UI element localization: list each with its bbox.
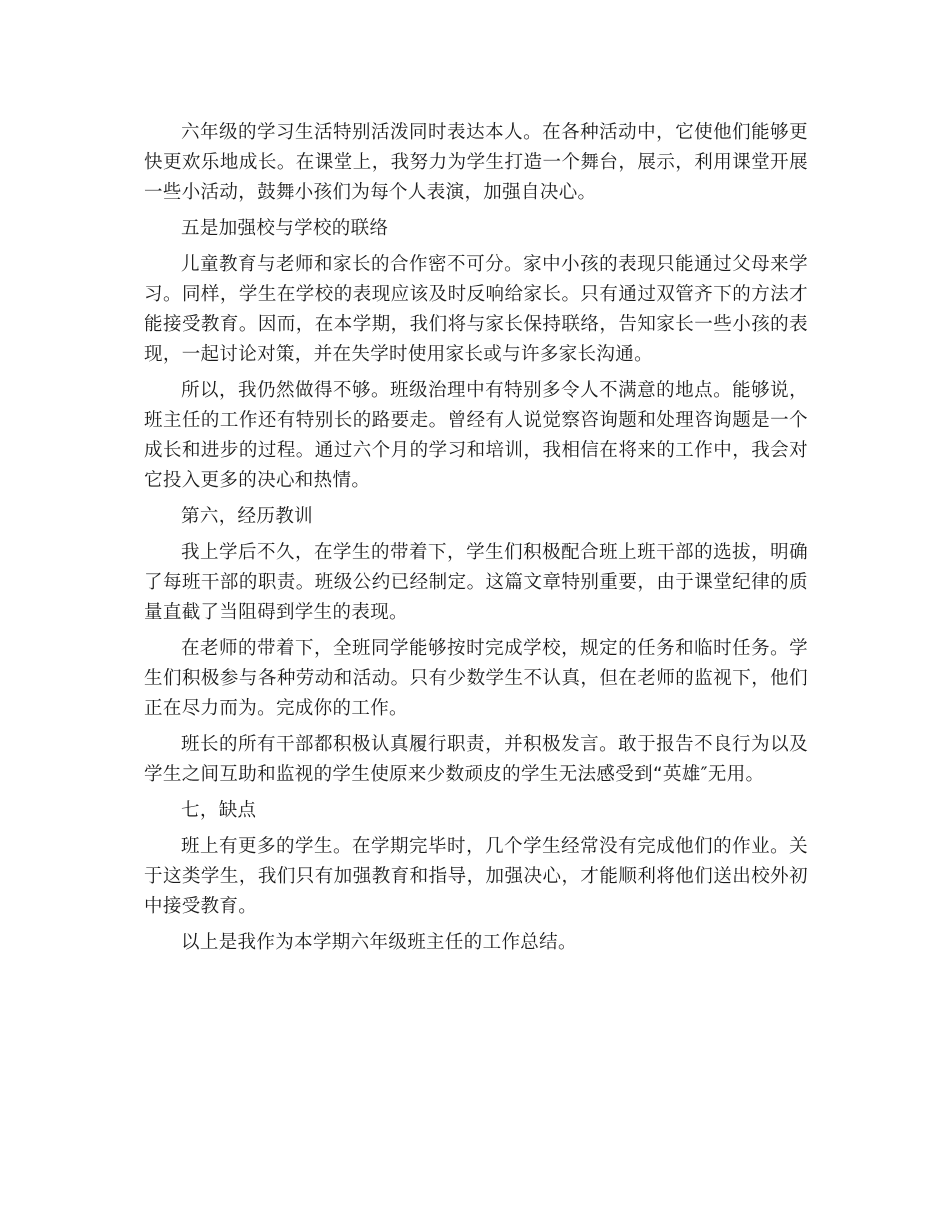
paragraph-weak-students: 班上有更多的学生。在学期完毕时，几个学生经常没有完成他们的作业。关于这类学生，我们只有加强教育和指导，加强决心，才能顺利将他们送出校外初中接受教育。	[144, 836, 808, 917]
paragraph-class-cadres: 我上学后不久，在学生的带着下，学生们积极配合班上班干部的选拔，明确了每班干部的职责。班级公约已经制定。这篇文章特别重要，由于课堂纪律的质量直截了当阻碍到学生的表现。	[144, 542, 808, 623]
paragraph-parent-cooperation: 儿童教育与老师和家长的合作密不可分。家中小孩的表现只能通过父母来学习。同样，学生在学校的表现应该及时反响给家长。只有通过双管齐下的方法才能接受教育。因而，在本学期，我们将与家长保持联络，告知家长一些小孩的表现，一起讨论对策，并在失学时使用家长或与许多家长沟通。	[144, 254, 808, 365]
paragraph-activities: 六年级的学习生活特别活泼同时表达本人。在各种活动中，它使他们能够更快更欢乐地成长。在课堂上，我努力为学生打造一个舞台，展示，利用课堂开展一些小活动，鼓舞小孩们为每个人表演，加强自决心。	[144, 122, 808, 203]
heading-lessons: 第六，经历教训	[181, 506, 313, 527]
paragraph-tasks: 在老师的带着下，全班同学能够按时完成学校，规定的任务和临时任务。学生们积极参与各种劳动和活动。只有少数学生不认真，但在老师的监视下，他们正在尽力而为。完成你的工作。	[144, 638, 808, 719]
heading-weaknesses: 七，缺点	[181, 800, 257, 821]
document-body	[144, 118, 808, 964]
paragraph-monitor-duties: 班长的所有干部都积极认真履行职责，并积极发言。敢于报告不良行为以及学生之间互助和监视的学生使原来少数顽皮的学生无法感受到“英雄″无用。	[144, 734, 808, 785]
paragraph-shortcomings-reflection: 所以，我仍然做得不够。班级治理中有特别多令人不满意的地点。能够说，班主任的工作还有特别长的路要走。曾经有人说觉察咨询题和处理咨询题是一个成长和进步的过程。通过六个月的学习和培训，我相信在将来的工作中，我会对它投入更多的决心和热情。	[144, 380, 808, 491]
paragraph-conclusion: 以上是我作为本学期六年级班主任的工作总结。	[181, 932, 577, 953]
heading-school-contact: 五是加强校与学校的联络	[181, 218, 389, 239]
